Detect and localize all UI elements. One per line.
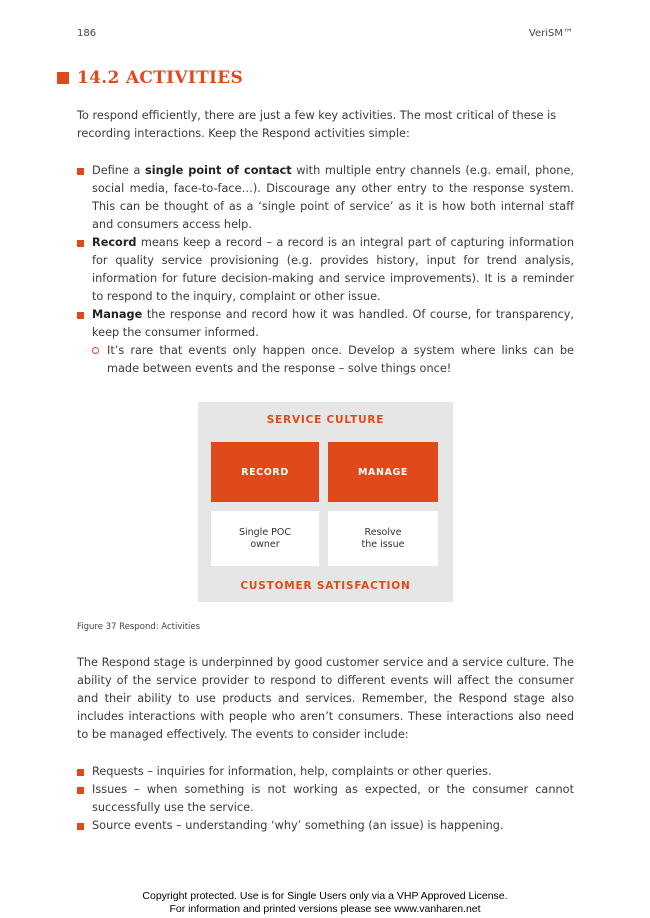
poc-line2: owner xyxy=(250,538,280,550)
figure-top-label: SERVICE CULTURE xyxy=(266,414,385,426)
bullet-bold-term: Manage xyxy=(92,308,143,321)
bullet-bold-term: Record xyxy=(92,236,137,249)
section-heading xyxy=(57,68,243,88)
bullet-bold-term: single point of contact xyxy=(145,164,292,177)
bullet-square-icon xyxy=(77,312,84,319)
footer-line1: Copyright protected. Use is for Single Users only via a VHP Approved License. xyxy=(142,890,508,902)
bullet-text: Issues – when something is not working as expected, or the consumer cannot successfully use the service. xyxy=(92,783,574,814)
events-list xyxy=(77,763,574,835)
record-box: RECORD xyxy=(211,442,319,502)
bullet-text: means keep a record – a record is an integral part of capturing information for quality service provisioning (e.g. provides history, input for trend analysis, information for future decision-making and service improvements). It is a reminder to respond to the inquiry, complaint or other issue. xyxy=(92,236,574,303)
list-item xyxy=(77,234,574,306)
bullet-square-icon xyxy=(77,769,84,776)
sub-list-item xyxy=(77,342,574,378)
bullet-square-icon xyxy=(77,823,84,830)
bullet-text: with multiple entry channels (e.g. email, phone, social media, face-to-face…). Discourage any other entry to the response system. This can be thought of as a ‘single point of service’ as it is how both internal staff and consumers access help. xyxy=(92,164,574,231)
list-item xyxy=(77,162,574,234)
bullet-text: Define a xyxy=(92,164,146,177)
list-item xyxy=(77,817,574,835)
bullet-square-icon xyxy=(77,168,84,175)
running-header-brand: VeriSM™ xyxy=(528,28,573,39)
manage-box: MANAGE xyxy=(328,442,438,502)
resolve-line2: the issue xyxy=(361,538,405,550)
bullet-text: Source events – understanding ‘why’ something (an issue) is happening. xyxy=(92,819,504,832)
list-item xyxy=(77,306,574,342)
activities-list xyxy=(77,162,574,378)
bullet-square-icon xyxy=(77,787,84,794)
respond-activities-figure xyxy=(198,402,453,602)
list-item xyxy=(77,763,574,781)
body-paragraph: The Respond stage is underpinned by good customer service and a service culture. The ability of the service provider to respond to different events will affect the consumer and their ability to use products and services. Remember, the Respond stage also includes interactions with people who aren’t consumers. These interactions also need to be managed effectively. The events to consider include: xyxy=(77,656,574,741)
bullet-text: Requests – inquiries for information, help, complaints or other queries. xyxy=(92,765,492,778)
heading-square-icon xyxy=(57,72,69,84)
bullet-text: the response and record how it was handled. Of course, for transparency, keep the consumer informed. xyxy=(92,308,574,339)
copyright-footer xyxy=(0,890,650,916)
figure-bottom-label: CUSTOMER SATISFACTION xyxy=(240,580,411,592)
intro-paragraph: To respond efficiently, there are just a few key activities. The most critical of these is recording interactions. Keep the Respond activities simple: xyxy=(77,109,557,140)
footer-line2: For information and printed versions please see www.vanharen.net xyxy=(169,903,481,915)
bullet-square-icon xyxy=(77,240,84,247)
figure-caption: Figure 37 Respond: Activities xyxy=(77,622,201,632)
single-poc-box xyxy=(211,511,319,566)
resolve-line1: Resolve xyxy=(364,526,402,538)
page-number: 186 xyxy=(77,28,97,39)
sub-bullet-text: It’s rare that events only happen once. Develop a system where links can be made between events and the response – solve things once! xyxy=(107,344,574,375)
resolve-box xyxy=(328,511,438,566)
list-item xyxy=(77,781,574,817)
poc-line1: Single POC xyxy=(238,526,292,538)
bullet-circle-icon xyxy=(92,347,99,354)
section-title-text: 14.2 ACTIVITIES xyxy=(77,68,244,88)
